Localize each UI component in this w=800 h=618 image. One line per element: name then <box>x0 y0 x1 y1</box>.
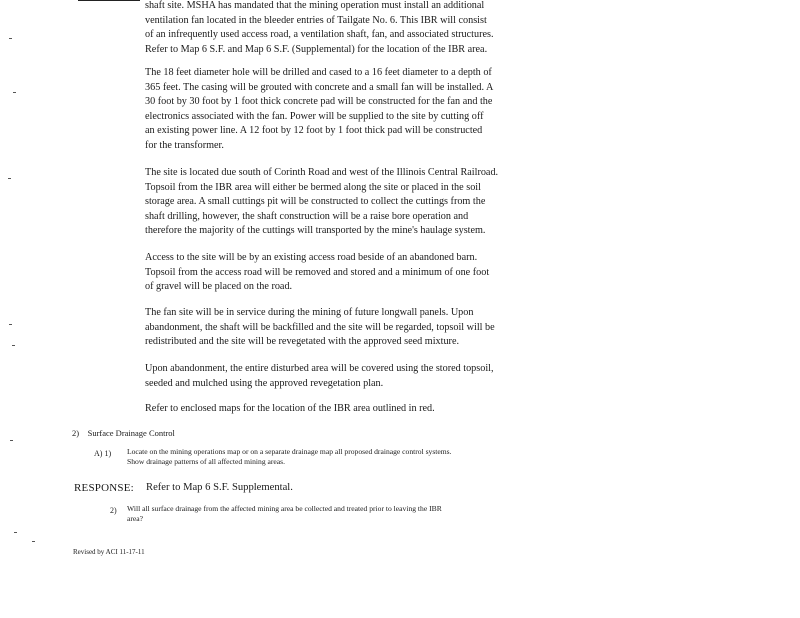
paragraph-maps <box>145 402 545 417</box>
scan-mark <box>14 532 17 533</box>
text-line: 365 feet. The casing will be grouted with concrete and a small fan will be installed. A <box>145 81 494 93</box>
text-line: shaft drilling, however, the shaft construction will be a raise bore operation and <box>145 210 469 222</box>
question-number: 2) <box>110 506 117 515</box>
response-text: Refer to Map 6 S.F. Supplemental. <box>146 482 293 493</box>
text-line: an existing power line. A 12 foot by 12 foot by 1 foot thick pad will be constructed <box>145 125 483 137</box>
question-text <box>127 504 547 524</box>
header-rule <box>78 0 140 1</box>
text-line: ventilation fan located in the bleeder entries of Tailgate No. 6. This IBR will consist <box>145 14 487 26</box>
text-line: storage area. A small cuttings pit will be constructed to collect the cuttings from the <box>145 196 486 208</box>
scan-mark <box>32 541 35 542</box>
text-line: area? <box>127 514 144 523</box>
text-line: Refer to enclosed maps for the location of the IBR area outlined in red. <box>145 403 435 414</box>
text-line: of an infrequently used access road, a ventilation shaft, fan, and associated structures. <box>145 29 494 41</box>
text-line: Upon abandonment, the entire disturbed area will be covered using the stored topsoil, <box>145 363 494 374</box>
paragraph-location <box>145 166 545 239</box>
revision-note: Revised by ACI 11-17-11 <box>73 548 145 556</box>
scan-mark <box>10 440 13 441</box>
text-line: therefore the majority of the cuttings will transported by the mine's haulage system. <box>145 225 486 237</box>
item-label: A) 1) <box>94 449 112 458</box>
scan-mark <box>9 38 12 39</box>
scan-mark <box>9 324 12 325</box>
text-line: Access to the site will be by an existing access road beside of an abandoned barn. <box>145 252 478 263</box>
response-label: RESPONSE: <box>74 482 134 494</box>
text-line: seeded and mulched using the approved revegetation plan. <box>145 377 384 389</box>
section-number: 2) <box>72 428 80 438</box>
text-line: for the transformer. <box>145 139 224 151</box>
text-line: Refer to Map 6 S.F. and Map 6 S.F. (Supplemental) for the location of the IBR area. <box>145 43 488 55</box>
text-line: The 18 feet diameter hole will be drilled and cased to a 16 feet diameter to a depth of <box>145 67 492 78</box>
text-line: of gravel will be placed on the road. <box>145 281 293 293</box>
paragraph-service <box>145 306 545 350</box>
text-line: The fan site will be in service during the mining of future longwall panels. Upon <box>145 307 474 318</box>
paragraph-intro <box>145 0 545 57</box>
text-line: Topsoil from the IBR area will either be bermed along the site or placed in the soil <box>145 181 481 193</box>
paragraph-access <box>145 251 545 295</box>
scan-mark <box>12 345 15 346</box>
scan-mark <box>13 92 16 93</box>
text-line: shaft site. MSHA has mandated that the mining operation must install an additional <box>145 0 485 11</box>
paragraph-abandonment <box>145 362 545 391</box>
text-line: abandonment, the shaft will be backfilled and the site will be regarded, topsoil will be <box>145 321 495 333</box>
paragraph-drilling <box>145 66 545 154</box>
text-line: Locate on the mining operations map or on a separate drainage map all proposed drainage control systems. <box>127 447 452 456</box>
text-line: electronics associated with the fan. Power will be supplied to the site by cutting off <box>145 110 484 122</box>
text-line: Will all surface drainage from the affected mining area be collected and treated prior to leaving the IBR <box>127 504 442 513</box>
text-line: redistributed and the site will be revegetated with the approved seed mixture. <box>145 336 460 348</box>
text-line: 30 foot by 30 foot by 1 foot thick concrete pad will be constructed for the fan and the <box>145 96 493 108</box>
section-heading <box>72 428 175 438</box>
scan-mark <box>8 178 11 179</box>
text-line: Show drainage patterns of all affected mining areas. <box>127 457 286 466</box>
section-title: Surface Drainage Control <box>87 428 175 438</box>
item-text <box>127 447 547 467</box>
text-line: The site is located due south of Corinth Road and west of the Illinois Central Railroad. <box>145 167 499 178</box>
text-line: Topsoil from the access road will be removed and stored and a minimum of one foot <box>145 266 490 278</box>
